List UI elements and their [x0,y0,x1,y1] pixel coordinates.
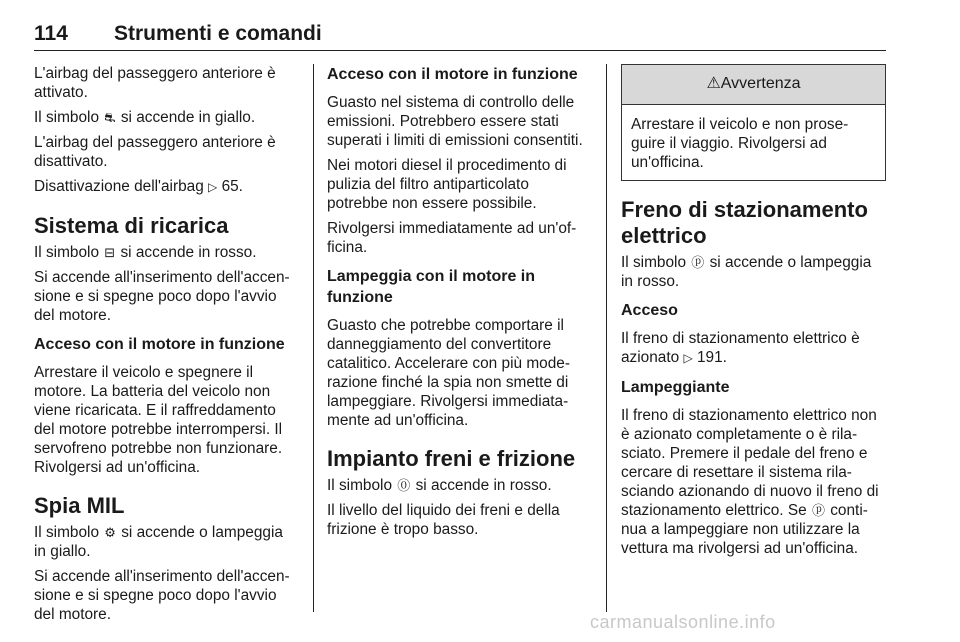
paragraph: Rivolgersi immediatamente ad un'of- ficina. [327,220,577,256]
paragraph: Disattivazione dell'airbag ▷ 65. [34,178,243,195]
paragraph: L'airbag del passeggero anteriore è attivato. [34,65,276,101]
paragraph: L'airbag del passeggero anteriore è disattivato. [34,134,276,170]
brake-warning-icon: ⓪ [397,478,411,493]
paragraph: Guasto che potrebbe comportare il danneggiamento del convertitore catalitico. Accelerare con più mode- razione finché la spia non smette di lampeggiare. Rivolgersi immediata- mente ad un'officina. [327,317,570,429]
warning-icon: ⚠ [706,75,721,92]
subsection-heading: Acceso con il motore in funzione [327,66,578,83]
section-heading: Spia MIL [34,493,125,518]
column-divider [313,64,314,612]
airbag-off-icon: ⛐ [104,110,116,125]
paragraph: Il livello del liquido dei freni e della frizione è tropo basso. [327,502,560,538]
warning-text: Arrestare il veicolo e non prose- guire il viaggio. Rivolgersi ad un'officina. [631,116,849,171]
paragraph: Il freno di stazionamento elettrico non è azionato completamente o è rila- sciato. Premere il pedale del freno e cercare di resettare il sistema rila- sciando azionando di nuovo il freno di stazionamento elettrico. Se ⓟ conti- nua a lampeggiare non utilizzare la vettura ma rivolgersi ad un'officina. [621,407,879,557]
paragraph: Si accende all'inserimento dell'accen- sione e si spegne poco dopo l'avvio del motore. [34,568,290,623]
parking-brake-icon: ⓟ [811,503,825,518]
subsection-heading: Acceso con il motore in funzione [34,336,285,353]
paragraph: Arrestare il veicolo e spegnere il motore. La batteria del veicolo non viene ricaricata. E il raffreddamento del motore potrebbe interrompersi. Il servofreno potrebbe non funzionare. Rivolgersi ad un'officina. [34,364,283,476]
warning-body [622,105,885,180]
page-header [34,16,886,51]
paragraph: Nei motori diesel il procedimento di pulizia del filtro antiparticolato potrebbe non essere possibile. [327,157,567,212]
subsection-heading: Acceso [621,302,678,319]
column-divider [606,64,607,612]
warning-header [622,65,885,105]
page-title: Strumenti e comandi [114,22,322,45]
paragraph: Il freno di stazionamento elettrico è azionato ▷ 191. [621,330,860,366]
subsection-heading: Lampeggia con il motore in funzione [327,268,536,306]
watermark: carmanualsonline.info [590,612,776,632]
warning-box [621,64,886,181]
column-3 [621,64,886,564]
page-reference-icon: ▷ [208,180,218,194]
engine-check-icon: ⚙ [104,525,116,540]
parking-brake-icon: ⓟ [691,255,705,270]
paragraph: Il simbolo ⓟ si accende o lampeggia in rosso. [621,254,872,290]
section-heading: Freno di stazionamento elettrico [621,197,868,248]
warning-title: Avvertenza [720,75,801,92]
paragraph: Il simbolo ⓪ si accende in rosso. [327,477,552,494]
section-heading: Sistema di ricarica [34,213,229,238]
paragraph: Si accende all'inserimento dell'accen- sione e si spegne poco dopo l'avvio del motore. [34,269,290,324]
paragraph: Guasto nel sistema di controllo delle emissioni. Potrebbero essere stati superati i limiti di emissioni consentiti. [327,94,583,149]
page-number: 114 [34,22,68,45]
paragraph: Il simbolo ⚙ si accende o lampeggia in giallo. [34,524,283,560]
subsection-heading: Lampeggiante [621,379,730,396]
paragraph: Il simbolo ⛐ si accende in giallo. [34,109,256,126]
page-reference-icon: ▷ [683,351,693,365]
column-1 [34,64,299,630]
column-2 [327,64,592,545]
battery-icon: ⊟ [104,245,116,260]
paragraph: Il simbolo ⊟ si accende in rosso. [34,244,257,261]
section-heading: Impianto freni e frizione [327,446,576,471]
